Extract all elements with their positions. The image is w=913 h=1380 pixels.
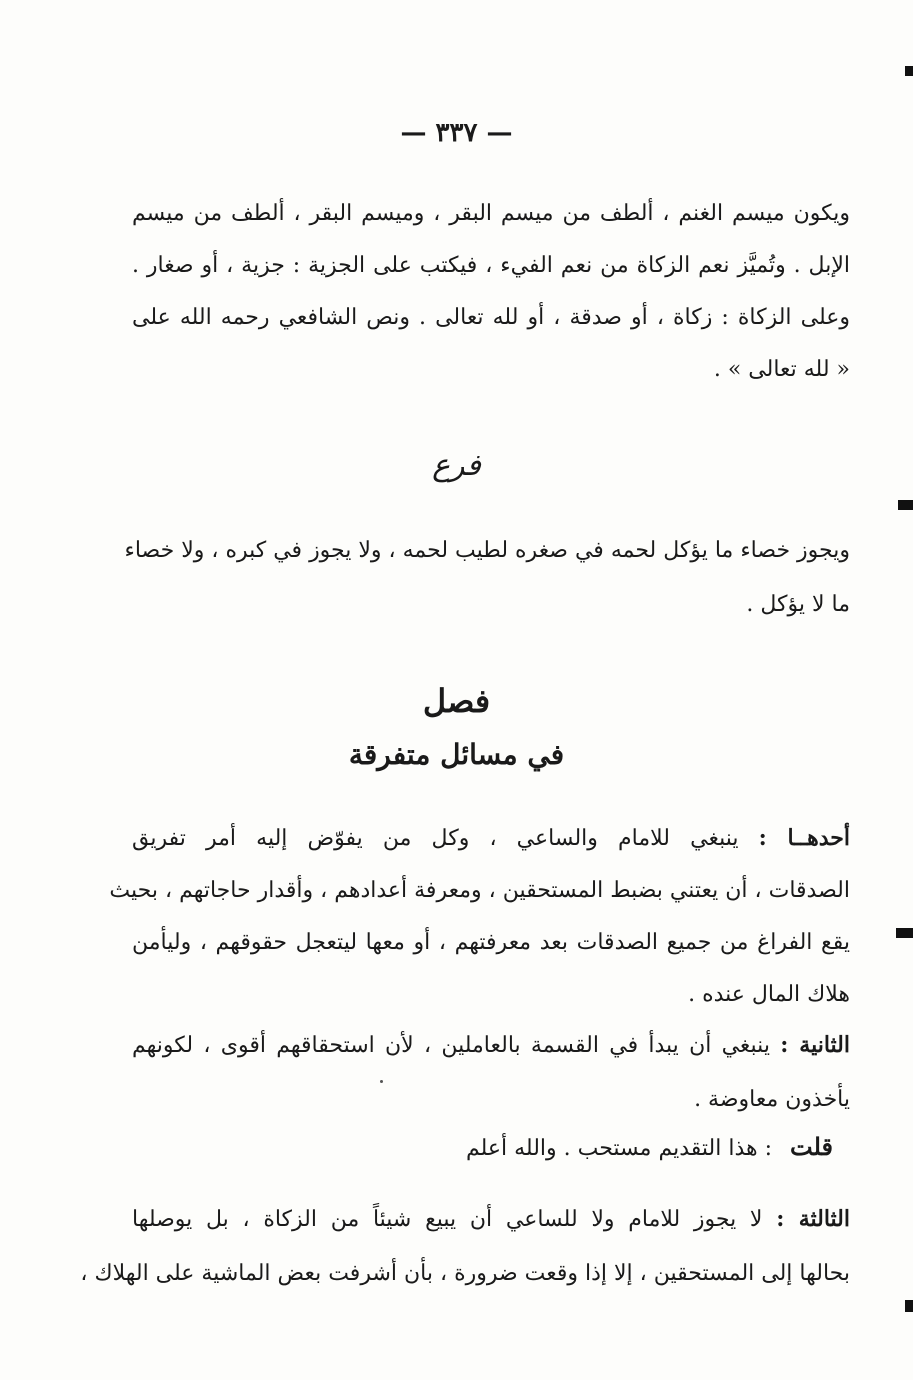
text-run: ينبغي أن يبدأ في القسمة بالعاملين ، لأن استحقاقهم أقوى ، لكونهم <box>132 1033 770 1058</box>
text-line: يقع الفراغ من جميع الصدقات بعد معرفتهم ، أو معها ليتعجل حقوقهم ، وليأمن <box>132 930 850 955</box>
scan-edge-mark <box>898 500 913 510</box>
text-line: يأخذون معاوضة . <box>694 1087 850 1112</box>
text-run: لا يجوز للامام ولا للساعي أن يبيع شيئاً من الزكاة ، بل يوصلها <box>132 1207 763 1232</box>
text-line: هلاك المال عنده . <box>688 982 850 1007</box>
scan-edge-mark <box>905 1300 913 1312</box>
section-heading-far3: فرع <box>432 448 481 483</box>
text-line <box>132 1018 850 1073</box>
text-line: « لله تعالى » . <box>713 357 850 382</box>
text-run: ينبغي للامام والساعي ، وكل من يفوّض إليه أمر تفريق <box>132 826 739 851</box>
chapter-subheading: في مسائل متفرقة <box>348 738 565 771</box>
text-line: ويكون ميسم الغنم ، ألطف من ميسم البقر ، وميسم البقر ، ألطف من ميسم <box>132 201 850 226</box>
text-line: الإبل . وتُميَّز نعم الزكاة من نعم الفيء ، فيكتب على الجزية : جزية ، أو صغار . <box>132 253 850 278</box>
scan-edge-mark <box>896 928 913 938</box>
qult-label: قلت <box>790 1132 833 1161</box>
paragraph-branding-livestock <box>132 188 850 396</box>
item-lead: الثانية : <box>780 1032 850 1058</box>
text-line: بحالها إلى المستحقين ، إلا إذا وقعت ضرورة ، بأن أشرفت بعض الماشية على الهلاك ، <box>80 1261 850 1286</box>
text-line: الصدقات ، أن يعتني بضبط المستحقين ، ومعرفة أعدادهم ، وأقدار حاجاتهم ، بحيث <box>109 878 850 903</box>
item-lead: أحدهــا : <box>758 825 850 851</box>
item-lead: الثالثة : <box>776 1206 850 1232</box>
scan-edge-mark <box>905 66 913 76</box>
paragraph-castration <box>124 524 850 632</box>
paragraph-item-second <box>132 1018 850 1127</box>
chapter-heading-fasl: فصل <box>422 682 491 720</box>
text-line: ويجوز خصاء ما يؤكل لحمه في صغره لطيب لحمه ، ولا يجوز في كبره ، ولا خصاء <box>124 538 850 563</box>
qult-note <box>466 1132 833 1161</box>
text-line: ما لا يؤكل . <box>746 592 850 617</box>
scan-speck <box>380 1080 383 1083</box>
text-line: وعلى الزكاة : زكاة ، أو صدقة ، أو لله تعالى . ونص الشافعي رحمه الله على <box>132 305 850 330</box>
text-line <box>132 1192 850 1247</box>
text-line <box>132 812 850 865</box>
qult-text: : هذا التقديم مستحب . والله أعلم <box>465 1136 773 1161</box>
page-number: — ٣٣٧ — <box>400 118 513 148</box>
paragraph-item-third <box>80 1192 850 1301</box>
paragraph-item-first <box>109 812 850 1021</box>
